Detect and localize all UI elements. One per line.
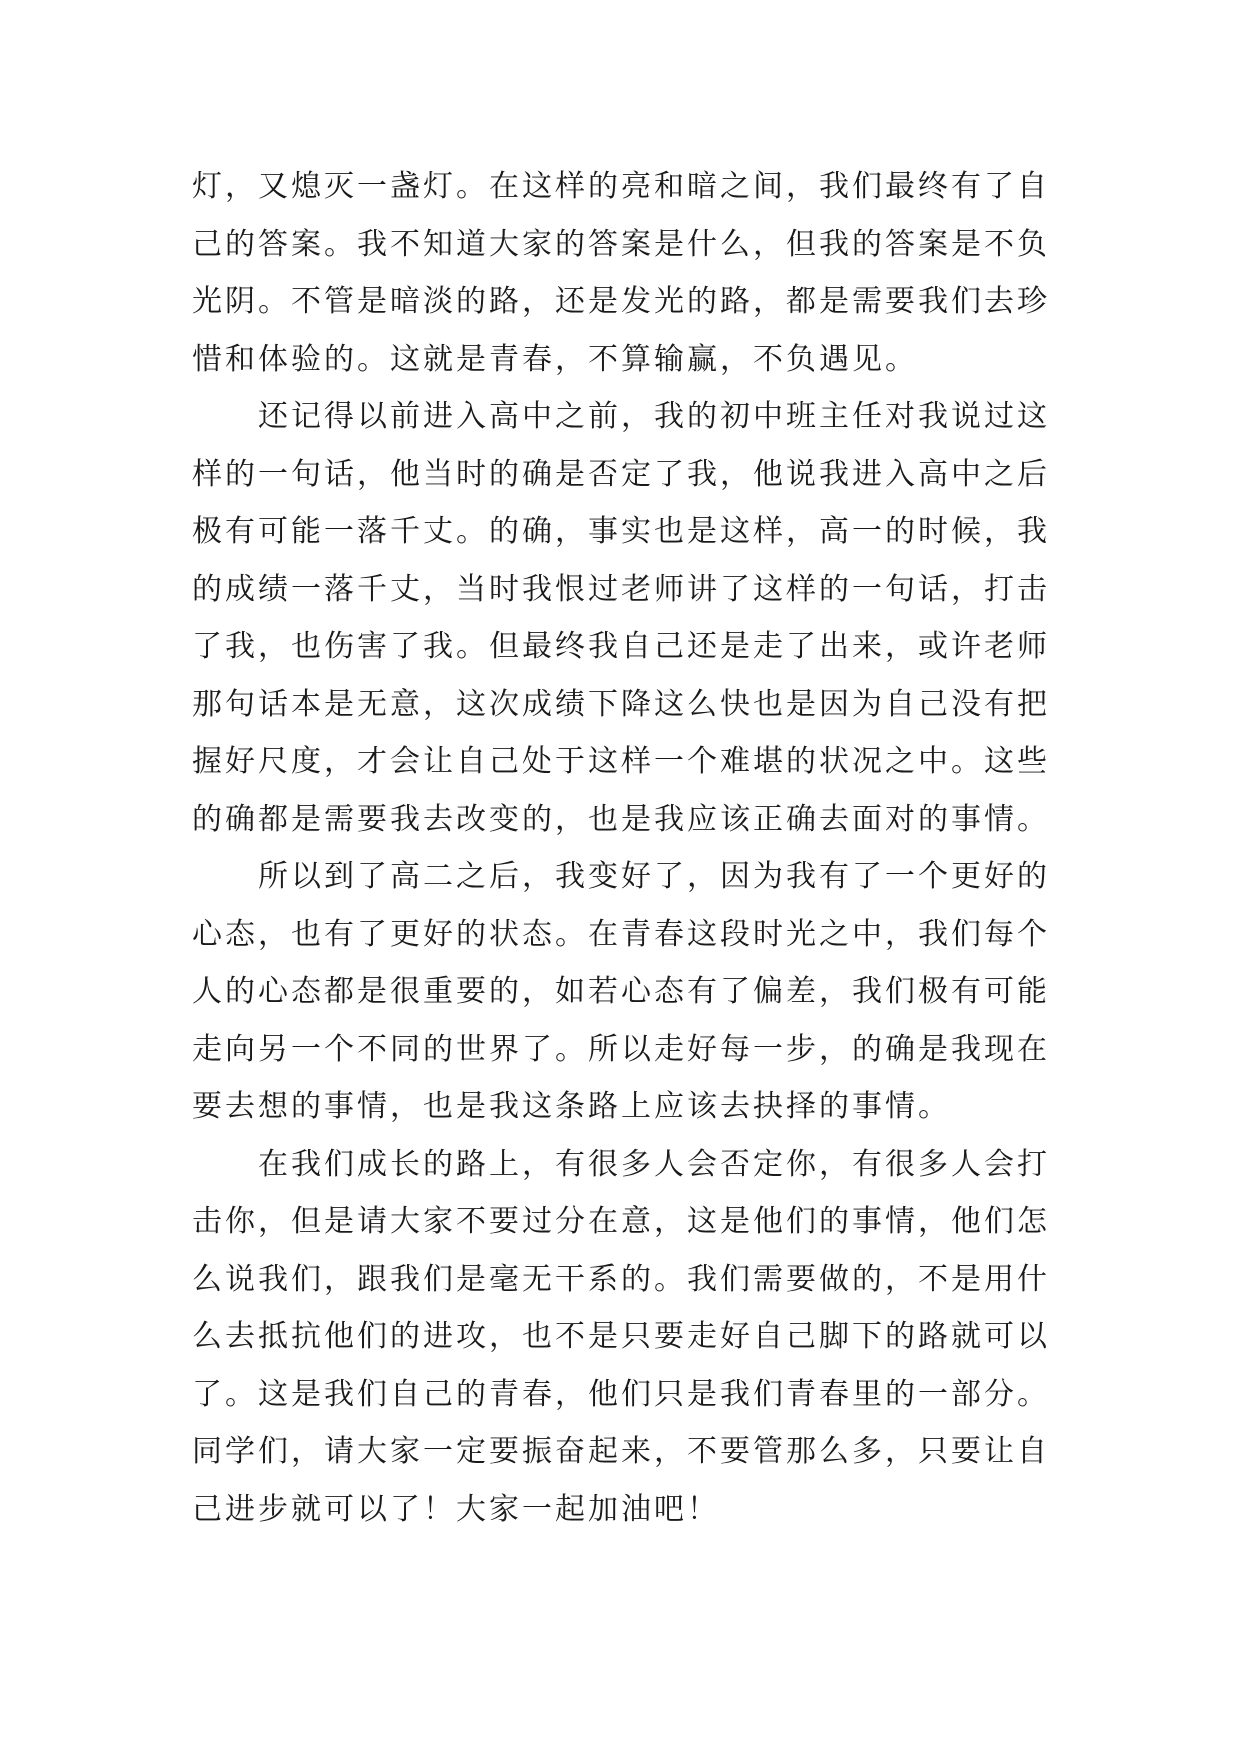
text-line: 己的答案。我不知道大家的答案是什么，但我的答案是不负 <box>192 226 1050 262</box>
paragraph-first-line: 在我们成长的路上，有很多人会否定你，有很多人会打 <box>258 1146 1050 1182</box>
text-line: 极有可能一落千丈。的确，事实也是这样，高一的时候，我 <box>192 514 1050 549</box>
text-line: 光阴。不管是暗淡的路，还是发光的路，都是需要我们去珍 <box>192 284 1050 319</box>
text-line: 惜和体验的。这就是青春，不算输赢，不负遇见。 <box>192 341 918 377</box>
text-line: 握好尺度，才会让自己处于这样一个难堪的状况之中。这些 <box>192 744 1050 779</box>
text-line: 击你，但是请大家不要过分在意，这是他们的事情，他们怎 <box>192 1204 1050 1239</box>
text-line: 了我，也伤害了我。但最终我自己还是走了出来，或许老师 <box>192 629 1050 664</box>
text-line: 走向另一个不同的世界了。所以走好每一步，的确是我现在 <box>192 1031 1050 1067</box>
text-line: 的成绩一落千丈，当时我恨过老师讲了这样的一句话，打击 <box>192 571 1050 607</box>
text-line: 了。这是我们自己的青春，他们只是我们青春里的一部分。 <box>192 1376 1050 1412</box>
text-line: 心态，也有了更好的状态。在青春这段时光之中，我们每个 <box>192 916 1050 952</box>
text-line: 要去想的事情，也是我这条路上应该去抉择的事情。 <box>192 1089 951 1124</box>
text-line: 人的心态都是很重要的，如若心态有了偏差，我们极有可能 <box>192 974 1050 1009</box>
paragraph-first-line: 还记得以前进入高中之前，我的初中班主任对我说过这 <box>258 399 1050 434</box>
body-text <box>192 158 1072 1538</box>
text-line: 同学们，请大家一定要振奋起来，不要管那么多，只要让自 <box>192 1434 1050 1469</box>
text-line: 灯，又熄灭一盏灯。在这样的亮和暗之间，我们最终有了自 <box>192 169 1050 204</box>
text-line: 么去抵抗他们的进攻，也不是只要走好自己脚下的路就可以 <box>192 1319 1050 1354</box>
text-line: 样的一句话，他当时的确是否定了我，他说我进入高中之后 <box>192 456 1050 492</box>
text-line: 的确都是需要我去改变的，也是我应该正确去面对的事情。 <box>192 801 1050 837</box>
text-line: 那句话本是无意，这次成绩下降这么快也是因为自己没有把 <box>192 686 1050 722</box>
text-line: 么说我们，跟我们是毫无干系的。我们需要做的，不是用什 <box>192 1261 1050 1297</box>
text-line: 己进步就可以了！大家一起加油吧！ <box>192 1491 720 1527</box>
paragraph-first-line: 所以到了高二之后，我变好了，因为我有了一个更好的 <box>258 859 1050 894</box>
